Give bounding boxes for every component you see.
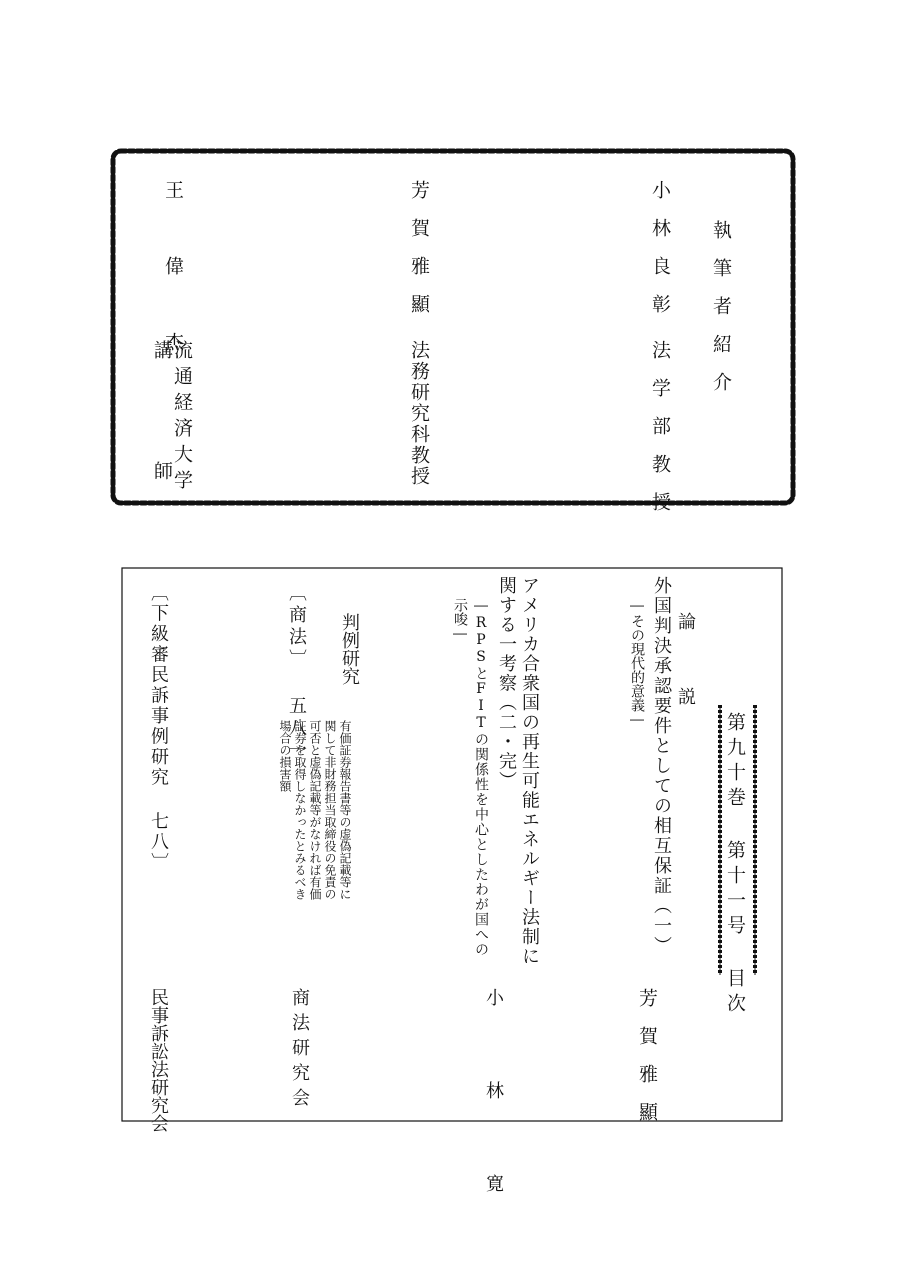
contributor-name: 王偉杰 [162,180,184,408]
article-author: 商法研究会 [289,988,310,1113]
article-author: 芳賀雅顯 [636,988,658,1140]
case-summary-line: 関して非財務担当取締役の免責の [323,720,337,900]
category-label: 論 説 [675,612,696,723]
wavy-border [113,151,793,503]
contributor-position: 法務研究科教授 [408,340,430,487]
article-author: 小林寛 [483,988,504,1267]
contributor-position: 法学部教授 [649,340,671,530]
case-summary-line: 場合の損害額 [278,720,292,792]
contributor-name: 芳賀雅顯 [408,180,430,332]
case-summary-line: 証券を取得しなかったとみるべき [293,720,307,900]
case-summary [252,720,352,900]
contributors-heading: 執筆者紹介 [710,220,732,410]
contributor-position: 講師 [151,340,173,582]
article-subtitle: ―その現代的意義― [629,598,645,728]
case-label: 〔商法〕 五八一 [286,583,307,762]
article-subtitle: 示唆― [452,598,468,642]
case-label: 〔下級審民訴事例研究 七八〕 [148,583,169,873]
case-summary-line: 可否と虚偽記載等がなければ有価 [308,720,322,900]
category-label: 判例研究 [339,613,360,685]
article-subtitle: ―RPSとFITの関係性を中心としたわが国への [473,598,489,957]
article-author: 民事訴訟法研究会 [148,988,169,1132]
article-title: 関する一考察（二・完） [496,576,517,791]
article-title: アメリカ合衆国の再生可能エネルギー法制に [519,576,540,966]
contributor-position: 流通経済大学 [171,340,193,496]
contents-header: 第九十巻 第十一号 目次 [724,712,746,1018]
case-summary-line: 有価証券報告書等の虚偽記載等に [338,720,352,900]
article-title: 外国判決承認要件としての相互保証（一） [651,576,672,956]
contributor-name: 小林良彰 [649,180,671,332]
